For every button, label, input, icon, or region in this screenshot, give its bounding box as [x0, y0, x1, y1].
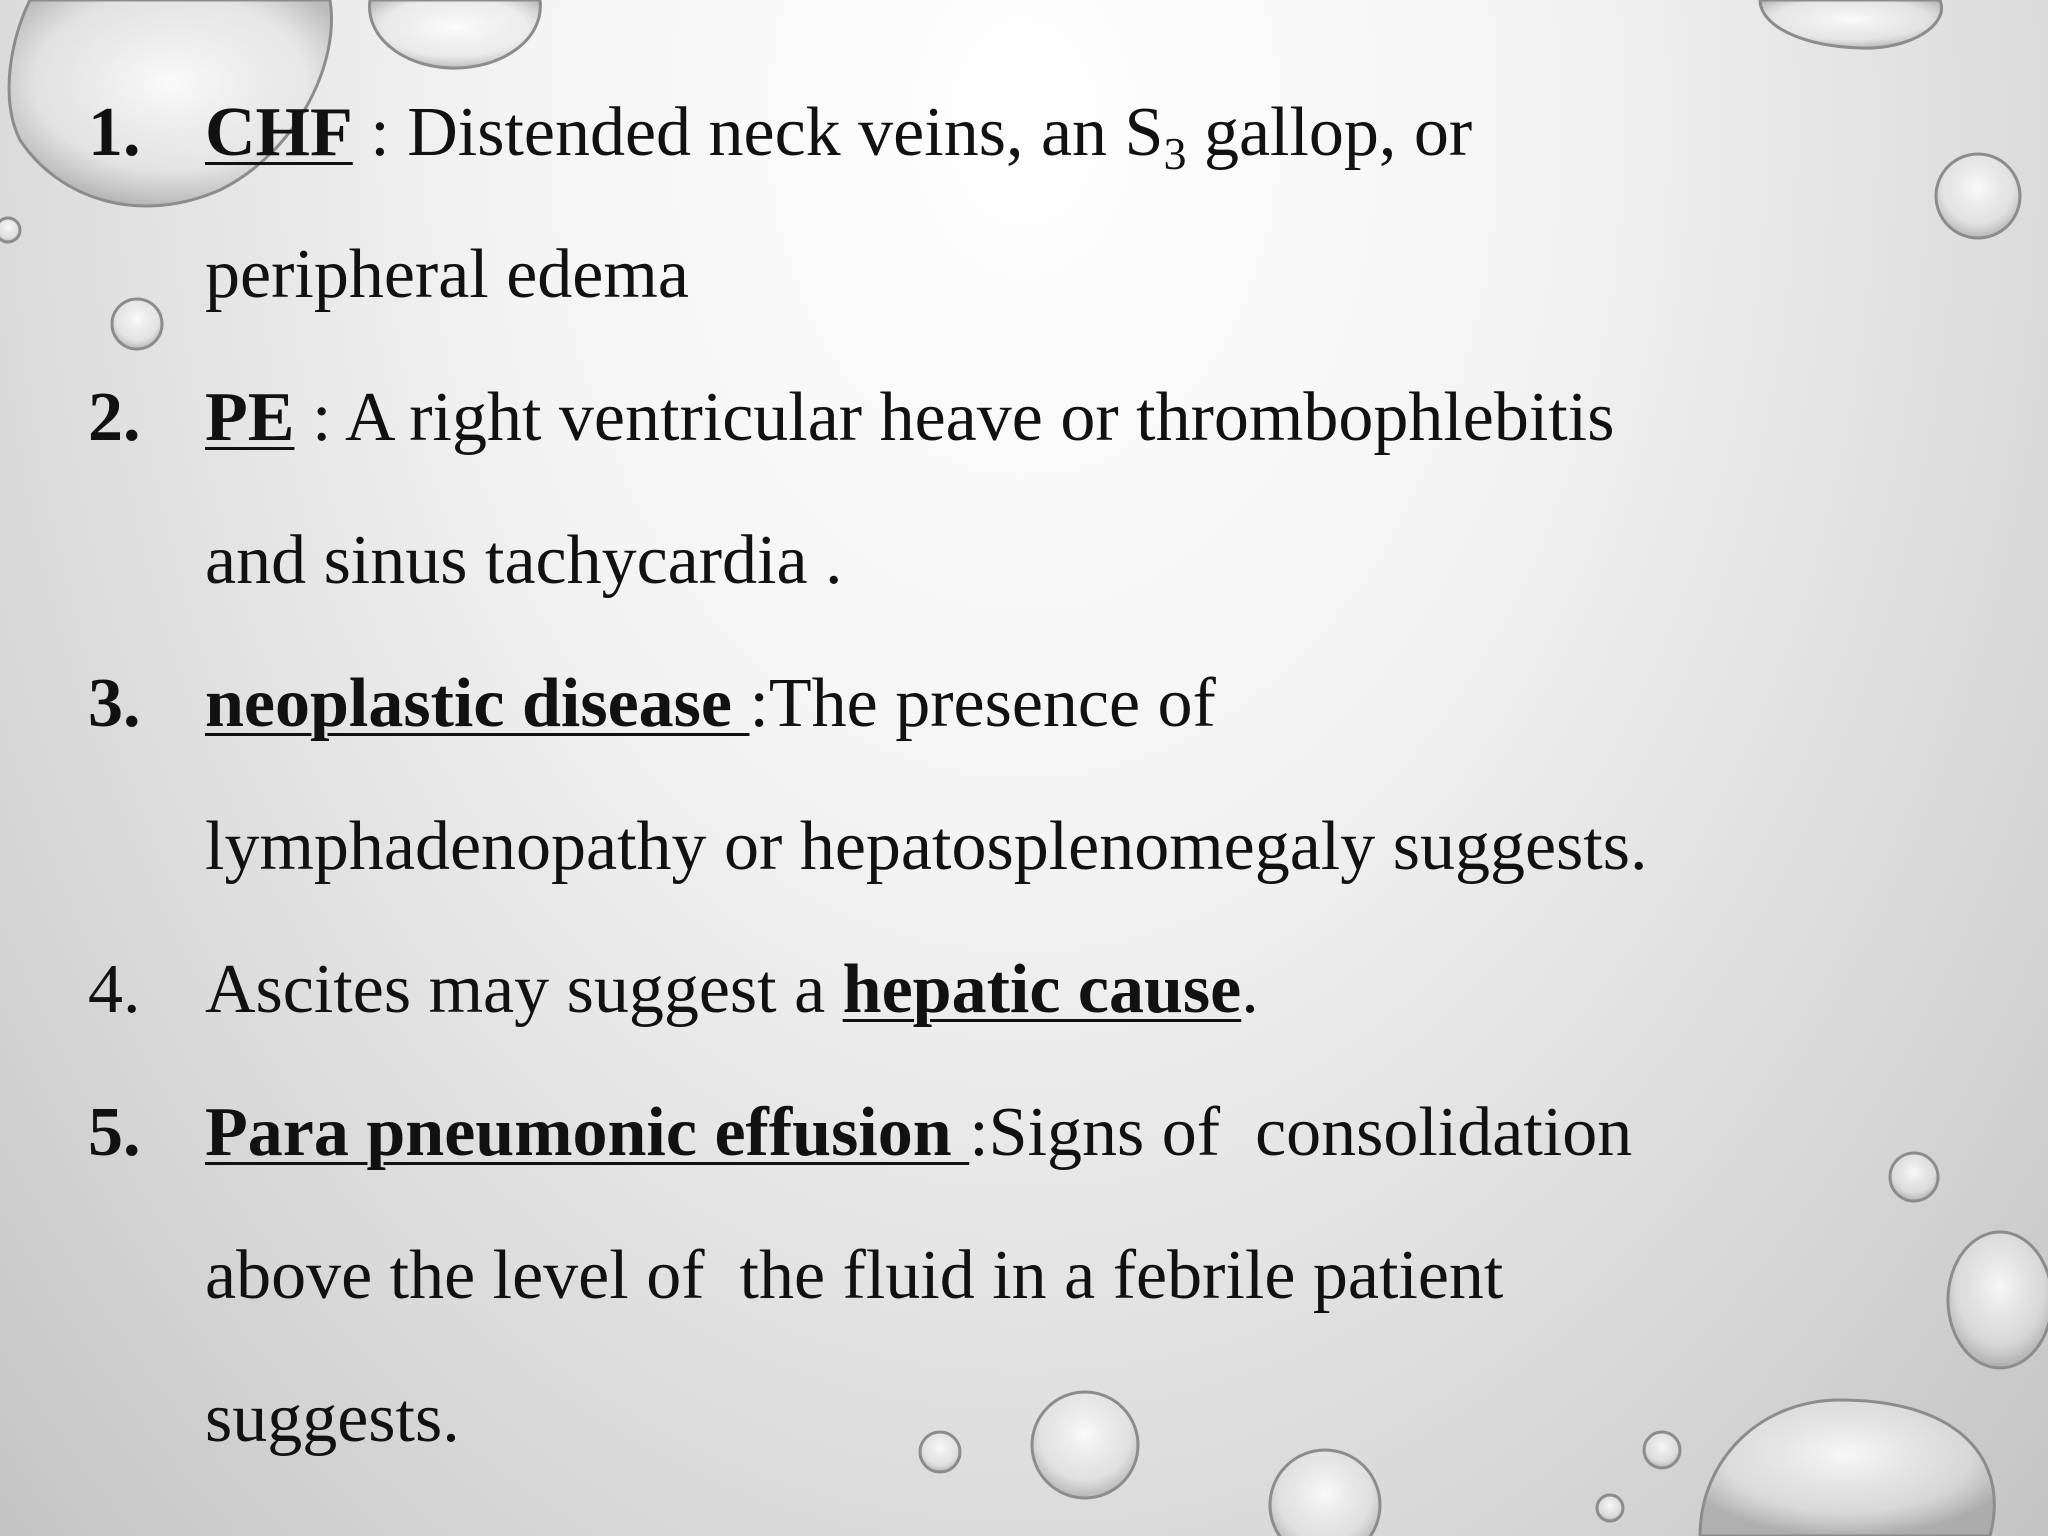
item-line-1 — [205, 1094, 1633, 1171]
item-line-2: lymphadenopathy or hepatosplenomegaly suggests. — [205, 808, 1648, 885]
item-text: : Distended neck veins, an S — [352, 94, 1164, 171]
item-text: :The presence of — [749, 665, 1216, 742]
term-pe: PE — [205, 379, 295, 456]
item-line-2: peripheral edema — [205, 236, 689, 313]
item-line-2: and sinus tachycardia . — [205, 522, 843, 599]
item-text: Ascites may suggest a — [205, 951, 843, 1028]
item-line-3: suggests. — [205, 1380, 460, 1457]
item-line-1 — [205, 665, 1216, 742]
item-number: 2. — [88, 379, 141, 456]
term-neoplastic-disease: neoplastic disease — [205, 665, 750, 742]
item-text-end: . — [1241, 951, 1259, 1028]
item-number: 4. — [88, 951, 141, 1028]
term-chf: CHF — [205, 94, 353, 171]
item-line-1 — [205, 951, 1259, 1028]
item-line-2: above the level of the fluid in a febrile patient — [205, 1237, 1504, 1314]
term-hepatic-cause: hepatic cause — [842, 951, 1242, 1028]
item-text-continued: gallop, or — [1186, 94, 1473, 171]
item-text: :Signs of consolidation — [969, 1094, 1633, 1171]
item-number: 1. — [88, 94, 141, 171]
item-text: : A right ventricular heave or thrombophlebitis — [294, 379, 1615, 456]
item-number: 3. — [88, 665, 141, 742]
subscript-3: 3 — [1163, 128, 1187, 179]
item-line-1 — [205, 94, 1473, 179]
item-number: 5. — [88, 1094, 141, 1171]
item-line-1 — [205, 379, 1615, 456]
term-para-pneumonic-effusion: Para pneumonic effusion — [205, 1094, 970, 1171]
